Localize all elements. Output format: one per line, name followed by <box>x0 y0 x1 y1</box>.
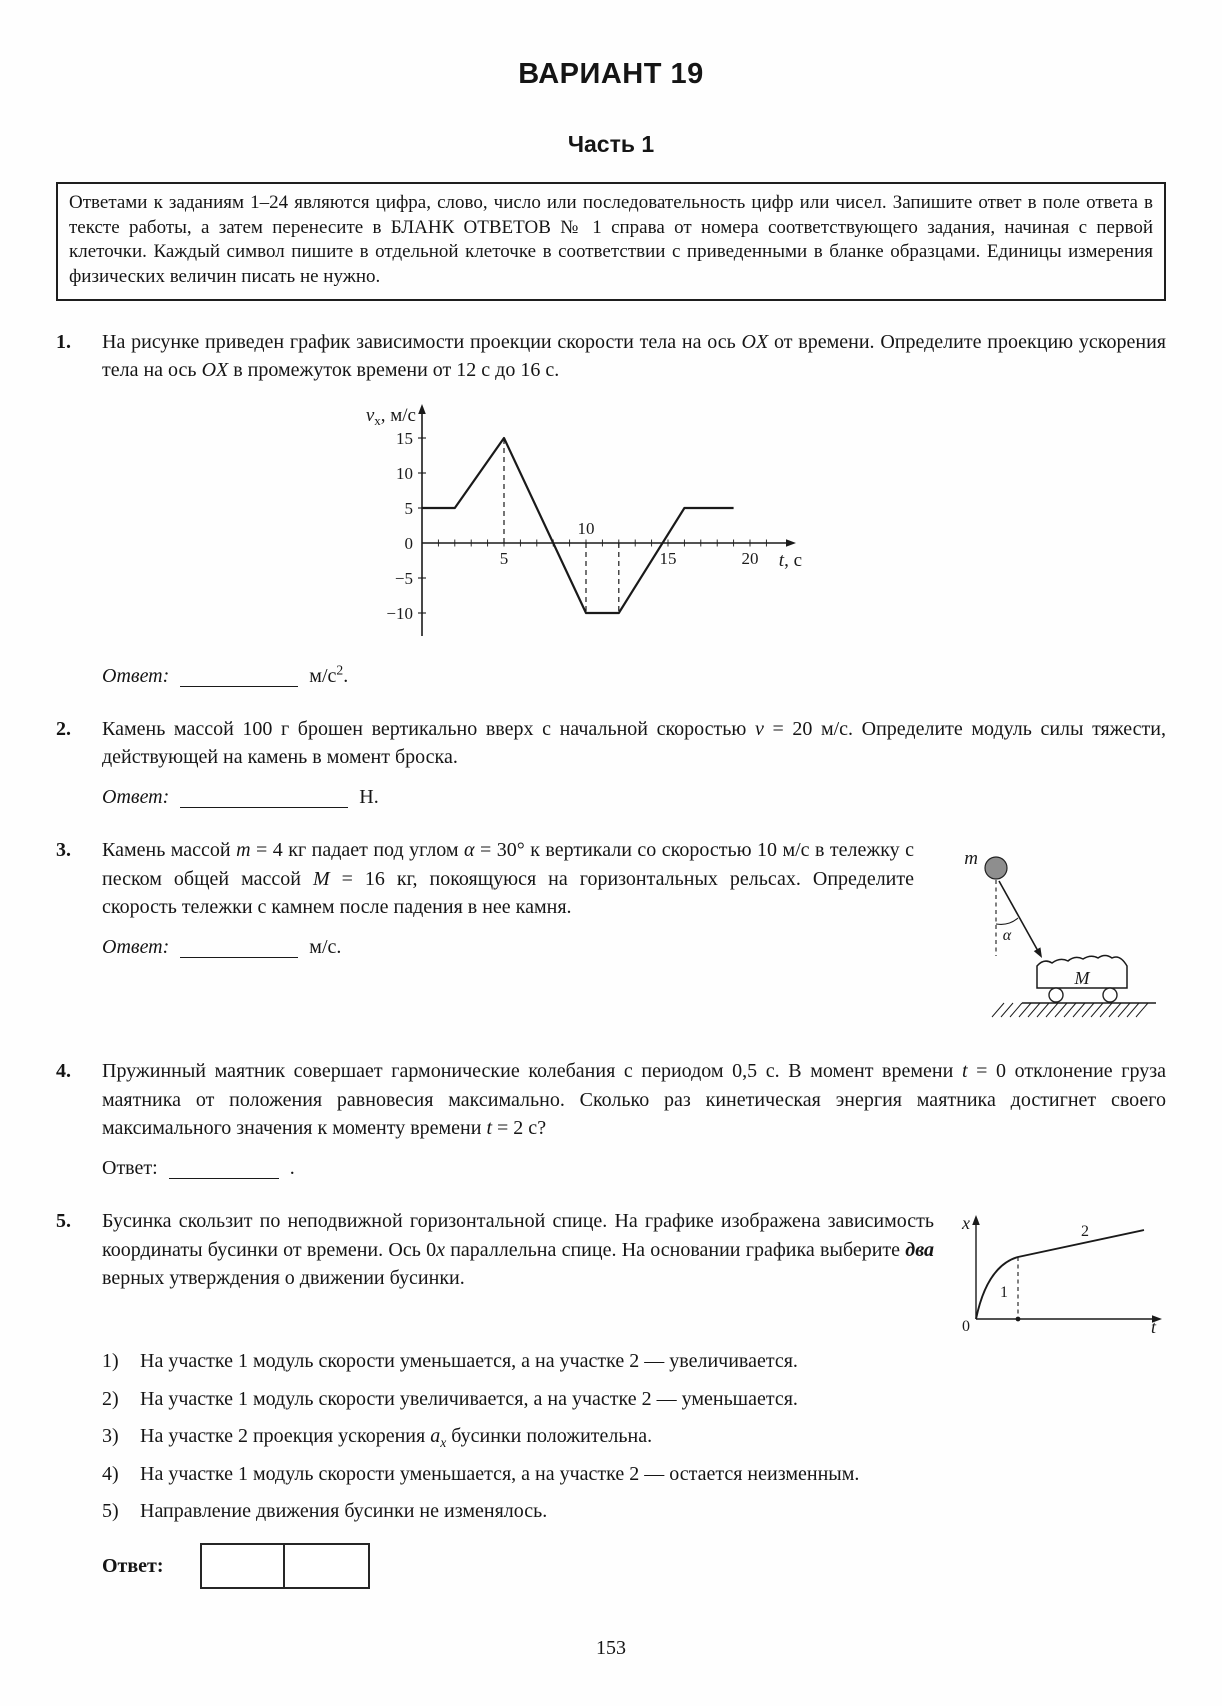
option-3-number: 3) <box>102 1425 119 1448</box>
svg-text:−5: −5 <box>394 568 413 588</box>
problem-3-text: Камень массой m = 4 кг падает под углом α = 30° к вертикали со скоростью 10 м/с в тележку с песком общей массой M = 16 кг, покоящуюся на горизонтальных рельсах. Определите скорость тележки с камнем после падения в нее камня. <box>102 839 914 919</box>
answer-boxes <box>200 1543 370 1589</box>
problem-2-answer-blank <box>180 790 348 808</box>
svg-text:0: 0 <box>962 1318 970 1336</box>
option-1 <box>102 1347 1166 1375</box>
problem-1-text: На рисунке приведен график зависимости проекции скорости тела на ось OX от времени. Определите проекцию ускорения тела на ось OX в промежуток времени от 12 с до 16 с. <box>102 330 1166 382</box>
problem-2-answer-line <box>102 786 1166 809</box>
option-2-text: На участке 1 модуль скорости увеличивается, а на участке 2 — уменьшается. <box>140 1387 798 1410</box>
answer-box-1 <box>200 1543 285 1589</box>
problem-4-answer-unit: . <box>289 1157 295 1180</box>
svg-text:15: 15 <box>659 548 677 568</box>
problem-4-answer-line <box>102 1157 1166 1180</box>
svg-text:5: 5 <box>404 498 413 518</box>
svg-text:15: 15 <box>396 428 413 448</box>
problem-2-answer-unit: Н. <box>359 786 379 809</box>
svg-text:2: 2 <box>1081 1223 1089 1241</box>
problem-2 <box>56 715 1166 810</box>
problem-1-number: 1. <box>56 330 71 353</box>
svg-text:20: 20 <box>741 548 759 568</box>
option-5-number: 5) <box>102 1500 119 1523</box>
problem-4-text: Пружинный маятник совершает гармонические колебания с периодом 0,5 с. В момент времени t = 0 отклонение груза маятника от положения равновесия максимально. Сколько раз кинетическая энергия маятника достигнет своего максимального значения к моменту времени t = 2 с? <box>102 1060 1166 1140</box>
svg-text:α: α <box>1002 927 1012 945</box>
problem-5-answer-label: Ответ: <box>102 1554 164 1577</box>
problem-1-answer-blank <box>180 669 298 687</box>
variant-title: ВАРИАНТ 19 <box>518 58 704 90</box>
option-1-number: 1) <box>102 1350 119 1373</box>
falling-stone-diagram-svg <box>934 838 1166 1024</box>
option-4 <box>102 1460 1166 1488</box>
problem-5-text: Бусинка скользит по неподвижной горизонтальной спице. На графике изображена зависимость координаты бусинки от времени. Ось 0x параллельна спице. На основании графика выберите два верных утверждения о движении бусинки. <box>102 1210 934 1290</box>
instructions-box <box>56 182 1166 301</box>
svg-text:vx, м/с: $v_x$, м/с <box>365 404 416 428</box>
page-number: 153 <box>596 1637 626 1659</box>
problem-1-answer-unit: $м/с^2$. <box>309 661 349 687</box>
problem-4-number: 4. <box>56 1060 71 1083</box>
option-5 <box>102 1497 1166 1525</box>
problem-3-answer-label: Ответ: <box>102 936 170 959</box>
problem-2-number: 2. <box>56 717 71 740</box>
option-3 <box>102 1422 1166 1450</box>
instructions-text: Ответами к заданиям 1–24 являются цифра, слово, число или последовательность цифр или чисел. Запишите ответ в поле ответа в тексте работы, а затем перенесите в БЛАНК ОТВЕТОВ № 1 справа от номера соответствующего задания, начиная с первой клеточки. Каждый символ пишите в отдельной клеточке в соответствии с приведенными в бланке образцами. Единицы измерения физических величин писать не нужно. <box>69 192 1153 288</box>
svg-text:−10: −10 <box>386 603 413 623</box>
option-5-text: Направление движения бусинки не изменялось. <box>140 1500 548 1523</box>
problem-1-answer-label: Ответ: <box>102 664 170 687</box>
option-2-number: 2) <box>102 1387 119 1410</box>
problem-4-answer-blank <box>169 1161 279 1179</box>
problem-1 <box>56 328 1166 688</box>
option-1-text: На участке 1 модуль скорости уменьшается, а на участке 2 — увеличивается. <box>140 1350 798 1373</box>
svg-text:M: M <box>1074 968 1090 989</box>
velocity-time-graph <box>360 398 1166 650</box>
svg-text:1: 1 <box>1000 1284 1008 1302</box>
problem-3-answer-unit: м/с. <box>309 936 342 959</box>
problem-5-answer-line <box>102 1543 1166 1589</box>
problem-2-text: Камень массой 100 г брошен вертикально вверх с начальной скоростью v = 20 м/с. Определите модуль силы тяжести, действующей на камень в момент броска. <box>102 717 1166 768</box>
option-3-text: На участке 2 проекция ускорения $a_x$ бусинки положительна. <box>140 1425 653 1451</box>
svg-text:t: t <box>1150 1317 1156 1338</box>
problem-2-answer-label: Ответ: <box>102 786 170 809</box>
falling-stone-diagram <box>934 838 1166 1024</box>
problem-3-answer-blank <box>180 940 298 958</box>
problem-5-number: 5. <box>56 1210 71 1233</box>
options-list <box>102 1347 1166 1525</box>
svg-text:0: 0 <box>404 533 413 553</box>
problem-5 <box>56 1207 1166 1589</box>
problem-4 <box>56 1057 1166 1180</box>
problem-1-answer-line <box>102 661 1166 688</box>
problem-4-answer-label: Ответ: <box>102 1157 158 1180</box>
bead-position-graph <box>954 1209 1166 1341</box>
bead-position-graph-svg <box>954 1209 1166 1341</box>
option-4-number: 4) <box>102 1462 119 1485</box>
option-2 <box>102 1385 1166 1413</box>
svg-text:5: 5 <box>499 548 509 568</box>
problem-3 <box>56 836 1166 1030</box>
svg-text:x: x <box>962 1213 970 1234</box>
velocity-time-graph-svg <box>360 398 806 650</box>
svg-text:t, с: t, с <box>778 549 802 571</box>
svg-text:m: m <box>964 848 978 870</box>
problem-3-number: 3. <box>56 839 71 862</box>
option-4-text: На участке 1 модуль скорости уменьшается, а на участке 2 — остается неизменным. <box>140 1462 860 1485</box>
part-heading: Часть 1 <box>567 131 655 157</box>
answer-box-2 <box>285 1543 370 1589</box>
svg-text:10: 10 <box>577 518 595 538</box>
svg-text:10: 10 <box>396 463 413 483</box>
